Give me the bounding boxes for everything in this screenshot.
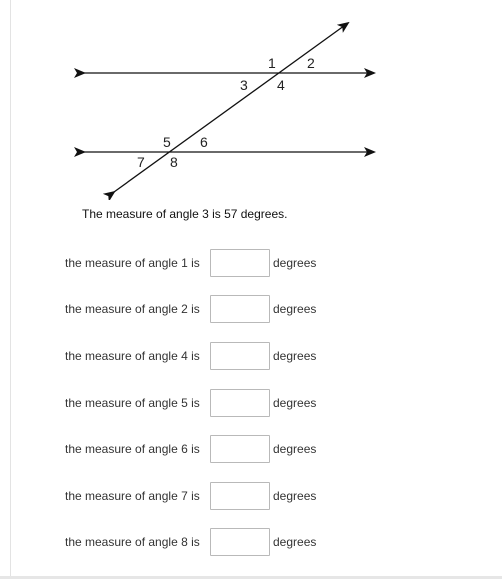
unit-label: degrees — [273, 302, 317, 316]
angle-label-2: 2 — [307, 55, 315, 71]
question-label: the measure of angle 6 is — [65, 442, 200, 456]
angle-label-1: 1 — [268, 55, 276, 71]
transversal-line — [114, 23, 348, 192]
angle-label-4: 4 — [277, 77, 285, 93]
question-label: the measure of angle 2 is — [65, 302, 200, 316]
question-label: the measure of angle 5 is — [65, 396, 200, 410]
answer-input-angle-1[interactable] — [210, 249, 270, 277]
angle-label-5: 5 — [163, 134, 171, 150]
angle-label-7: 7 — [137, 154, 145, 170]
angle-label-6: 6 — [200, 134, 208, 150]
question-label: the measure of angle 1 is — [65, 256, 200, 270]
question-row-angle-6 — [65, 435, 365, 463]
unit-label: degrees — [273, 256, 317, 270]
unit-label: degrees — [273, 349, 317, 363]
given-statement: The measure of angle 3 is 57 degrees. — [82, 207, 288, 221]
question-row-angle-2 — [65, 295, 365, 323]
angle-label-8: 8 — [170, 154, 178, 170]
question-row-angle-7 — [65, 482, 365, 510]
unit-label: degrees — [273, 442, 317, 456]
unit-label: degrees — [273, 535, 317, 549]
answer-input-angle-4[interactable] — [210, 342, 270, 370]
question-row-angle-1 — [65, 249, 365, 277]
parallel-lines-diagram — [0, 0, 502, 200]
question-row-angle-8 — [65, 528, 365, 556]
question-row-angle-5 — [65, 389, 365, 417]
unit-label: degrees — [273, 489, 317, 503]
answer-input-angle-5[interactable] — [210, 389, 270, 417]
answer-input-angle-7[interactable] — [210, 482, 270, 510]
unit-label: degrees — [273, 396, 317, 410]
answer-input-angle-8[interactable] — [210, 528, 270, 556]
answer-input-angle-2[interactable] — [210, 295, 270, 323]
answer-input-angle-6[interactable] — [210, 435, 270, 463]
question-label: the measure of angle 4 is — [65, 349, 200, 363]
question-label: the measure of angle 8 is — [65, 535, 200, 549]
angle-label-3: 3 — [240, 77, 248, 93]
question-label: the measure of angle 7 is — [65, 489, 200, 503]
question-row-angle-4 — [65, 342, 365, 370]
